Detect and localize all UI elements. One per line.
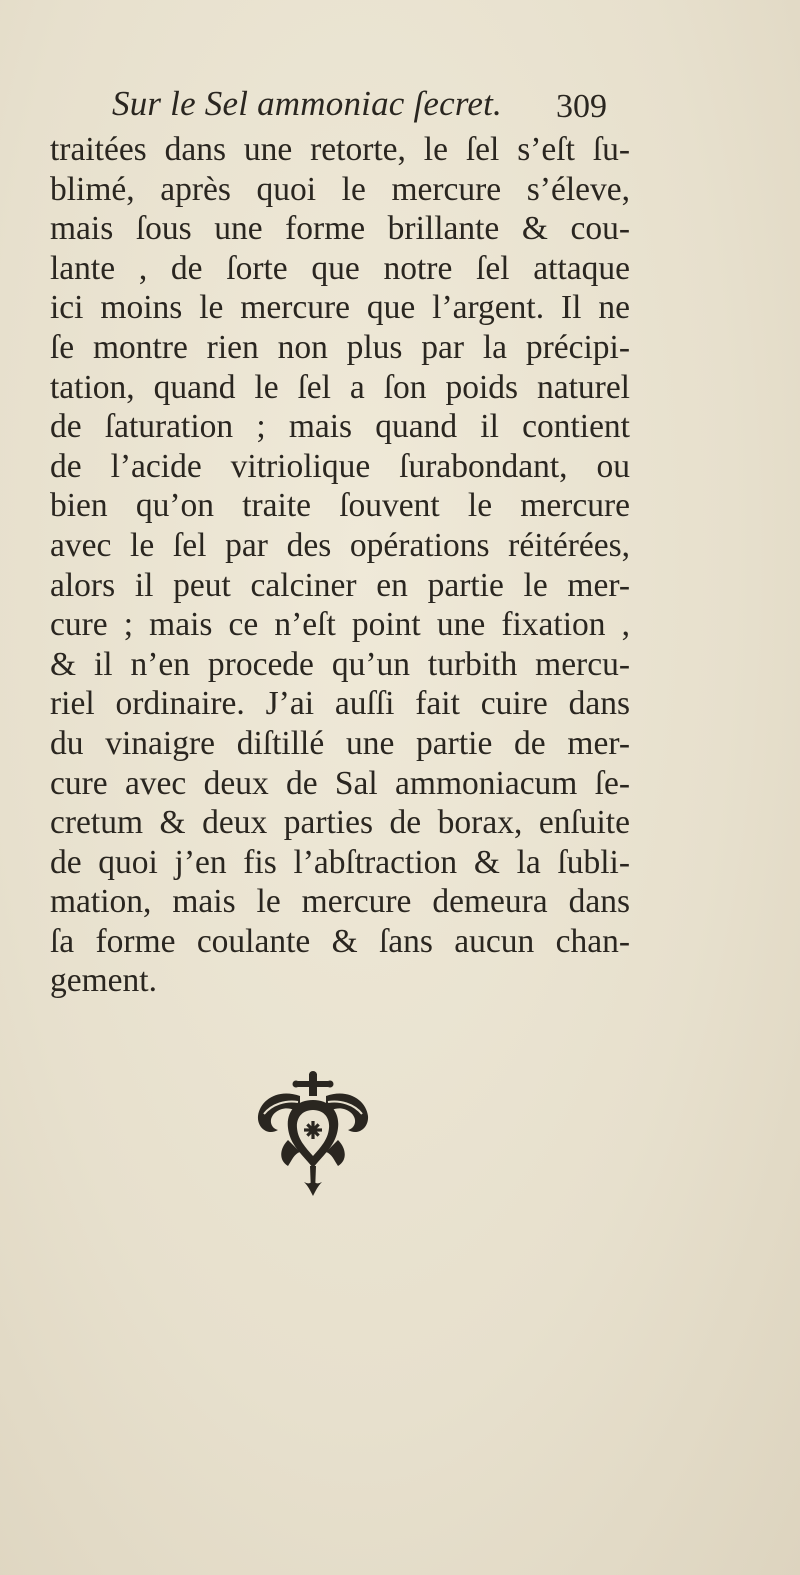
text-line: cure ; mais ce n’eſt point une fixation , bbox=[50, 606, 630, 644]
text-line: mation, mais le mercure demeura dans bbox=[50, 883, 630, 921]
text-line: tation, quand le ſel a ſon poids naturel bbox=[50, 368, 630, 406]
text-line: du vinaigre diſtillé une partie de mer- bbox=[50, 724, 630, 762]
text-line: riel ordinaire. J’ai auſſi fait cuire dans bbox=[50, 685, 630, 723]
text-line: de quoi j’en fis l’abſtraction & la ſubli- bbox=[50, 843, 630, 881]
text-line: de l’acide vitriolique ſurabondant, ou bbox=[50, 447, 630, 485]
fleuron-ornament-icon bbox=[248, 1070, 378, 1200]
text-line: traitées dans une retorte, le ſel s’eſt ſu- bbox=[50, 131, 630, 168]
text-line: cretum & deux parties de borax, enſuite bbox=[50, 804, 630, 842]
text-line: ici moins le mercure que l’argent. Il ne bbox=[50, 289, 630, 327]
text-line: ſa forme coulante & ſans aucun chan- bbox=[50, 922, 630, 960]
text-line: de ſaturation ; mais quand il contient bbox=[50, 408, 630, 446]
text-line: & il n’en procede qu’un turbith mercu- bbox=[50, 645, 630, 683]
text-line: bien qu’on traite ſouvent le mercure bbox=[50, 487, 630, 525]
text-line: blimé, après quoi le mercure s’éleve, bbox=[50, 170, 630, 208]
text-line: ſe montre rien non plus par la précipi- bbox=[50, 328, 630, 366]
text-line: alors il peut calciner en partie le mer- bbox=[50, 566, 630, 604]
body-text bbox=[50, 130, 630, 1001]
text-line: avec le ſel par des opérations réitérées, bbox=[50, 526, 630, 564]
running-title: Sur le Sel ammoniac ſecret. bbox=[112, 84, 502, 123]
text-line-last: gement. bbox=[50, 962, 157, 1000]
page-header bbox=[112, 84, 632, 132]
text-line: mais ſous une forme brillante & cou- bbox=[50, 210, 630, 248]
page-number: 309 bbox=[556, 88, 607, 125]
text-line: lante , de ſorte que notre ſel attaque bbox=[50, 249, 630, 287]
text-line: cure avec deux de Sal ammoniacum ſe- bbox=[50, 764, 630, 802]
